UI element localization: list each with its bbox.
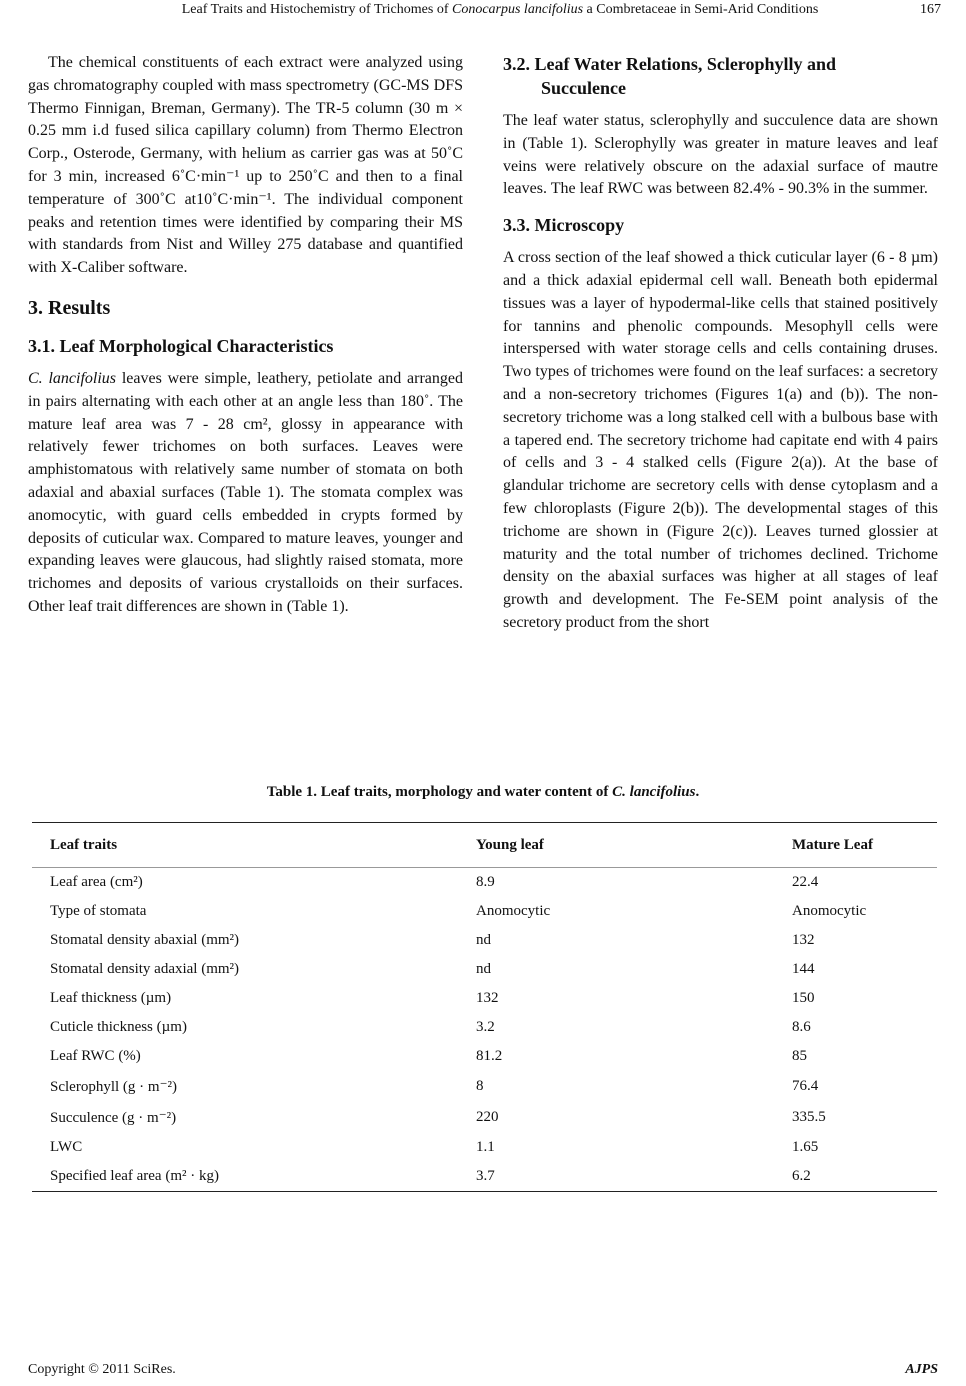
table-cell: 8.9 <box>476 874 495 890</box>
table-cell: 1.65 <box>792 1139 819 1155</box>
table-cell: Leaf area (cm²) <box>50 874 143 890</box>
leaf-morphology-heading: 3.1. Leaf Morphological Characteristics <box>28 335 334 356</box>
table-row <box>32 955 937 984</box>
table-row <box>32 1013 937 1042</box>
table-caption-italic: C. lancifolius <box>612 784 696 800</box>
water-relations-heading-line2: Succulence <box>541 78 626 98</box>
table-cell: 3.7 <box>476 1168 495 1184</box>
table-cell: 3.2 <box>476 1019 495 1035</box>
water-relations-heading <box>503 52 938 100</box>
table-cell: Sclerophyll (g · m⁻²) <box>50 1079 177 1095</box>
table-row <box>32 868 937 898</box>
table-cell: LWC <box>50 1139 83 1155</box>
table-row <box>32 897 937 926</box>
table-cell: 81.2 <box>476 1048 503 1064</box>
table-cell: nd <box>476 961 491 977</box>
table-row <box>32 984 937 1013</box>
table-cell: nd <box>476 932 491 948</box>
header-title-italic: Conocarpus lancifolius <box>451 2 584 17</box>
results-heading: 3. Results <box>28 296 111 319</box>
table-header-cell: Mature Leaf <box>792 836 873 853</box>
table-cell: 150 <box>792 990 815 1006</box>
table-row <box>32 1162 937 1192</box>
table-cell: 8 <box>476 1078 484 1094</box>
table-row <box>32 1102 937 1133</box>
microscopy-heading: 3.3. Microscopy <box>503 215 625 236</box>
table-cell: 22.4 <box>792 874 819 890</box>
table-cell: Cuticle thickness (µm) <box>50 1019 187 1035</box>
methods-paragraph: The chemical constituents of each extract were analyzed using gas chromatography coupled with mass spectrometry (GC-MS DFS Thermo Finnigan, Breman, Germany). The TR-5 column (30 m × 0.25 mm i.d fused silica capillary column) from Thermo Electron Corp., Osterode, Germany, with helium as carrier gas was at 50˚C for 3 min, increased 6˚C·min⁻¹ up to 250˚C and then to a final temperature of 300˚C at10˚C·min⁻¹. The individual component peaks and retention times were identified by comparing their MS with standards from Nist and Willey 275 database and quantified with X-Caliber software. <box>28 54 463 277</box>
table-caption-part1: Table 1. Leaf traits, morphology and water content of <box>266 784 613 800</box>
table-cell: 220 <box>476 1109 499 1125</box>
species-italic: C. lancifolius <box>28 369 117 387</box>
table-cell: Specified leaf area (m² · kg) <box>50 1168 219 1184</box>
table-cell: 132 <box>476 990 499 1006</box>
left-column <box>28 52 463 619</box>
table-row <box>32 1133 937 1162</box>
table-caption <box>0 784 966 801</box>
table-cell: Leaf RWC (%) <box>50 1048 141 1064</box>
table-cell: Type of stomata <box>50 903 147 919</box>
table-cell: Succulence (g · m⁻²) <box>50 1110 177 1126</box>
table-row <box>32 926 937 955</box>
table-cell: 76.4 <box>792 1078 819 1094</box>
page-number: 167 <box>920 2 941 17</box>
table-cell: 335.5 <box>792 1109 826 1125</box>
header-title-part2: a Combretaceae in Semi-Arid Conditions <box>583 2 819 17</box>
leaf-morphology-text: leaves were simple, leathery, petiolate and arranged in pairs alternating with each other at an angle less than 180˚. The mature leaf area was 7 - 28 cm², glossy in appearance with relatively fewer trichomes on both surfaces. Leaves were amphistomatous with relatively same number of stomata on both adaxial and abaxial surfaces (Table 1). The stomata complex was anomocytic, with guard cells embedded in crypts formed by deposits of cuticular wax. Compared to mature leaves, younger and expanding leaves were glaucous, had slightly raised stomata, more trichomes and deposits of various crystalloids on their surfaces. Other leaf trait differences are shown in (Table 1). <box>28 369 463 615</box>
water-relations-heading-line1: 3.2. Leaf Water Relations, Sclerophylly and <box>503 54 837 74</box>
table-cell: Leaf thickness (µm) <box>50 990 172 1006</box>
water-relations-paragraph: The leaf water status, sclerophylly and succulence data are shown in (Table 1). Sclerophylly was greater in mature leaves and leaf veins were relatively obscure on the adaxial surface of mautre leaves. The leaf RWC was between 82.4% - 90.3% in the summer. <box>503 112 938 198</box>
table-row <box>32 1071 937 1102</box>
table-cell: 6.2 <box>792 1168 811 1184</box>
copyright-footer: Copyright © 2011 SciRes. <box>28 1362 176 1377</box>
table-row <box>32 1042 937 1071</box>
table-header-row <box>32 823 937 868</box>
running-header <box>60 0 940 24</box>
table-cell: 85 <box>792 1048 807 1064</box>
table-cell: 144 <box>792 961 815 977</box>
table-cell: Stomatal density adaxial (mm²) <box>50 961 240 977</box>
journal-footer: AJPS <box>905 1362 938 1377</box>
table-cell: 1.1 <box>476 1139 495 1155</box>
leaf-traits-table <box>32 822 937 1192</box>
header-title-part1: Leaf Traits and Histochemistry of Trichomes of <box>181 2 452 17</box>
leaf-morphology-paragraph <box>28 368 463 619</box>
table-caption-part2: . <box>695 784 700 800</box>
table-cell: Anomocytic <box>476 903 551 919</box>
table-cell: 8.6 <box>792 1019 811 1035</box>
table-cell: Anomocytic <box>792 903 867 919</box>
table-header-cell: Leaf traits <box>50 836 118 853</box>
right-column <box>503 52 938 635</box>
microscopy-paragraph: A cross section of the leaf showed a thick cuticular layer (6 - 8 µm) and a thick adaxial epidermal cell wall. Beneath both epidermal tissues was a layer of hypodermal-like cells that stained positively for tannins and phenolic compounds. Mesophyll cells were interspersed with water storage cells and cells containing druses. Two types of trichomes were found on the leaf surfaces: a secretory and a non-secretory trichomes (Figures 1(a) and (b)). The non-secretory trichome was a long stalked cell with a bulbous base with a tapered end. The secretory trichome had capitate end with 4 pairs of cells and 3 - 4 stalked cells (Figure 2(a)). At the base of glandular trichome are secretory cells with dense cytoplasm and a few chloroplasts (Figure 2(b)). The developmental stages of this trichome are shown in (Figure 2(c)). Leaves turned glossier at maturity and the total number of trichomes declined. Trichome density on the abaxial surfaces was higher at all stages of leaf growth and development. The Fe-SEM point analysis of the secretory product from the short <box>503 249 938 631</box>
table-cell: 132 <box>792 932 815 948</box>
table-cell: Stomatal density abaxial (mm²) <box>50 932 240 948</box>
table-header-cell: Young leaf <box>476 836 544 853</box>
